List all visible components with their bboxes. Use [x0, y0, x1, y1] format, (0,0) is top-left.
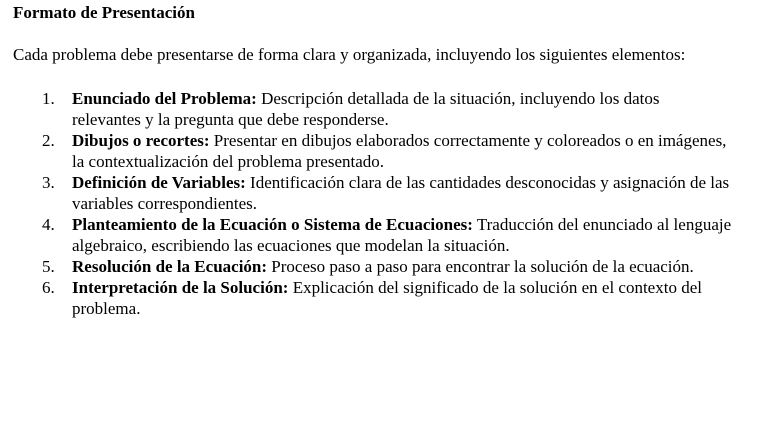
list-number: 2. — [42, 131, 55, 150]
list-item-enunciado — [13, 88, 732, 130]
list-number: 3. — [42, 173, 55, 192]
list-item-text: Presentar en dibujos elaborados correctamente y coloreados o en imágenes, la contextualización del problema presentado. — [72, 131, 727, 171]
list-item-text: Descripción detallada de la situación, incluyendo los datos relevantes y la pregunta que debe responderse. — [72, 89, 660, 129]
list-number: 1. — [42, 89, 55, 108]
list-item-resolucion — [13, 256, 732, 277]
list-item-variables — [13, 172, 732, 214]
list-item-text: Identificación clara de las cantidades desconocidas y asignación de las variables correspondientes. — [72, 173, 730, 213]
list-item-term: Enunciado del Problema: — [72, 89, 257, 108]
intro-paragraph: Cada problema debe presentarse de forma clara y organizada, incluyendo los siguientes elementos: — [13, 45, 686, 64]
list-item-term: Dibujos o recortes: — [72, 131, 210, 150]
list-number: 5. — [42, 257, 55, 276]
list-item-text: Explicación del significado de la solución en el contexto del problema. — [72, 278, 702, 318]
list-item-dibujos — [13, 130, 732, 172]
list-number: 6. — [42, 278, 55, 297]
list-item-planteamiento — [13, 214, 732, 256]
list-item-text: Traducción del enunciado al lenguaje algebraico, escribiendo las ecuaciones que modelan la situación. — [72, 215, 732, 255]
list-item-term: Planteamiento de la Ecuación o Sistema de Ecuaciones: — [72, 215, 473, 234]
document-body — [13, 0, 753, 319]
list-item-term: Resolución de la Ecuación: — [72, 257, 268, 276]
list-item-term: Interpretación de la Solución: — [72, 278, 289, 297]
list-item-term: Definición de Variables: — [72, 173, 246, 192]
list-item-interpretacion — [13, 277, 732, 319]
elements-list — [13, 88, 753, 319]
section-heading: Formato de Presentación — [13, 3, 195, 22]
list-item-text: Proceso paso a paso para encontrar la solución de la ecuación. — [267, 257, 694, 276]
list-number: 4. — [42, 215, 55, 234]
